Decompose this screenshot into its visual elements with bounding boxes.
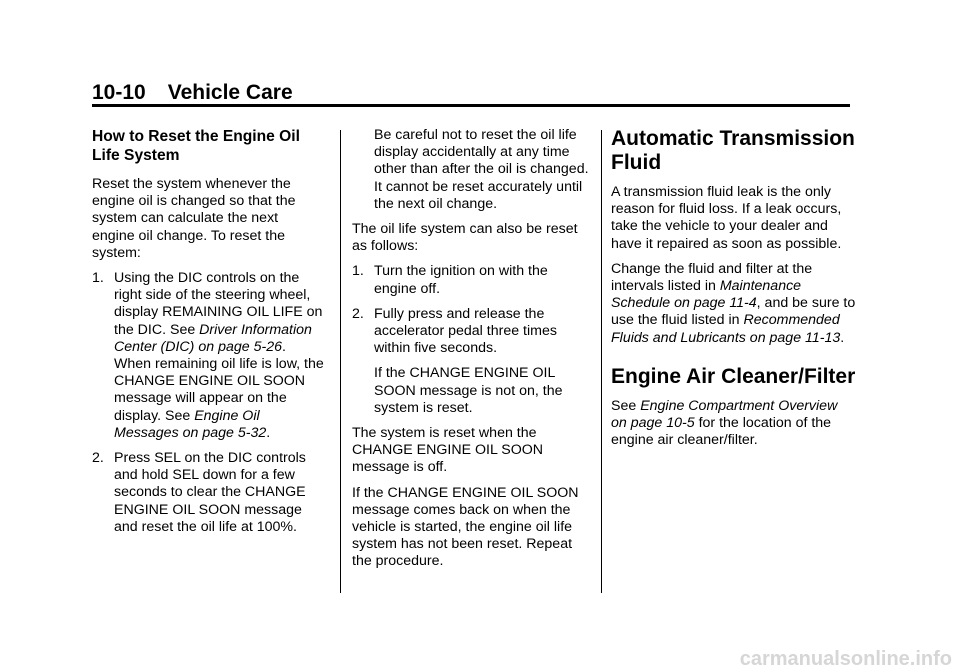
column-divider-1	[340, 130, 341, 593]
column-3	[611, 127, 856, 457]
reset-note: The system is reset when the CHANGE ENGINE OIL SOON message is off.	[352, 425, 544, 476]
para-text: .	[840, 329, 845, 346]
alt-step-2	[352, 306, 592, 358]
step-text: .	[266, 424, 271, 441]
repeat-note: If the CHANGE ENGINE OIL SOON message comes back on when the vehicle is started, the engine oil life system has not been reset. Repeat the procedure.	[352, 484, 579, 570]
column-divider-2	[601, 130, 602, 593]
step-number: 2.	[352, 305, 364, 322]
para-text: for the location of the engine air cleaner/filter.	[611, 415, 832, 449]
dic-link[interactable]: Driver Information Center (DIC) on page 5-26	[114, 321, 312, 355]
step-2-note: If the CHANGE ENGINE OIL SOON message is not on, the system is reset.	[374, 365, 563, 416]
para-text: Change the fluid and filter at the intervals listed in	[611, 260, 813, 295]
column-1	[92, 127, 324, 544]
page-header	[92, 80, 850, 106]
step-number: 1.	[92, 270, 104, 287]
section-title: Vehicle Care	[167, 81, 293, 104]
air-cleaner-heading: Engine Air Cleaner/Filter	[611, 364, 856, 388]
step-text: Fully press and release the accelerator pedal three times within five seconds.	[374, 305, 557, 357]
alt-reset-intro: The oil life system can also be reset as follows:	[352, 221, 578, 255]
step-text: Turn the ignition on with the engine off.	[374, 263, 548, 297]
transmission-fluid-heading: Automatic Transmission Fluid	[611, 127, 855, 174]
maintenance-schedule-link[interactable]: Maintenance Schedule on page 11-4	[611, 278, 802, 312]
step-2	[92, 450, 324, 536]
para-text: See	[611, 397, 641, 414]
column-2	[352, 127, 592, 579]
air-cleaner-para	[611, 398, 856, 450]
engine-compartment-link[interactable]: Engine Compartment Overview on page 10-5	[611, 397, 838, 432]
step-text: Press SEL on the DIC controls and hold SEL down for a few seconds to clear the CHANGE ENGINE OIL SOON message and reset the oil life at 100%.	[114, 450, 306, 535]
header-rule	[92, 104, 850, 107]
continued-note: Be careful not to reset the oil life display accidentally at any time other than after the oil is changed. It cannot be reset accurately until the next oil change.	[374, 127, 589, 212]
oil-reset-heading: How to Reset the Engine Oil Life System	[92, 128, 300, 164]
para-text: , and be sure to use the fluid listed in	[611, 295, 856, 329]
transmission-para-2	[611, 261, 856, 347]
oil-reset-intro: Reset the system whenever the engine oil is changed so that the system can calculate the next engine oil change. To reset the system:	[92, 176, 296, 261]
step-number: 1.	[352, 263, 364, 280]
transmission-para-1: A transmission fluid leak is the only reason for fluid loss. If a leak occurs, take the vehicle to your dealer and have it repaired as soon as possible.	[611, 184, 842, 252]
step-text: Using the DIC controls on the right side of the steering wheel, display REMAINING OIL LIFE on the DIC. See	[114, 270, 323, 338]
step-text: . When remaining oil life is low, the CHANGE ENGINE OIL SOON message will appear on the display. See	[114, 338, 324, 424]
alt-step-1	[352, 263, 592, 297]
oil-messages-link[interactable]: Engine Oil Messages on page 5-32	[114, 407, 267, 441]
recommended-fluids-link[interactable]: Recommended Fluids and Lubricants on page 11-13	[611, 312, 841, 346]
watermark: carmanualsonline.info	[739, 648, 952, 670]
step-1	[92, 270, 324, 442]
page-number: 10-10	[92, 81, 146, 104]
step-number: 2.	[92, 450, 104, 467]
